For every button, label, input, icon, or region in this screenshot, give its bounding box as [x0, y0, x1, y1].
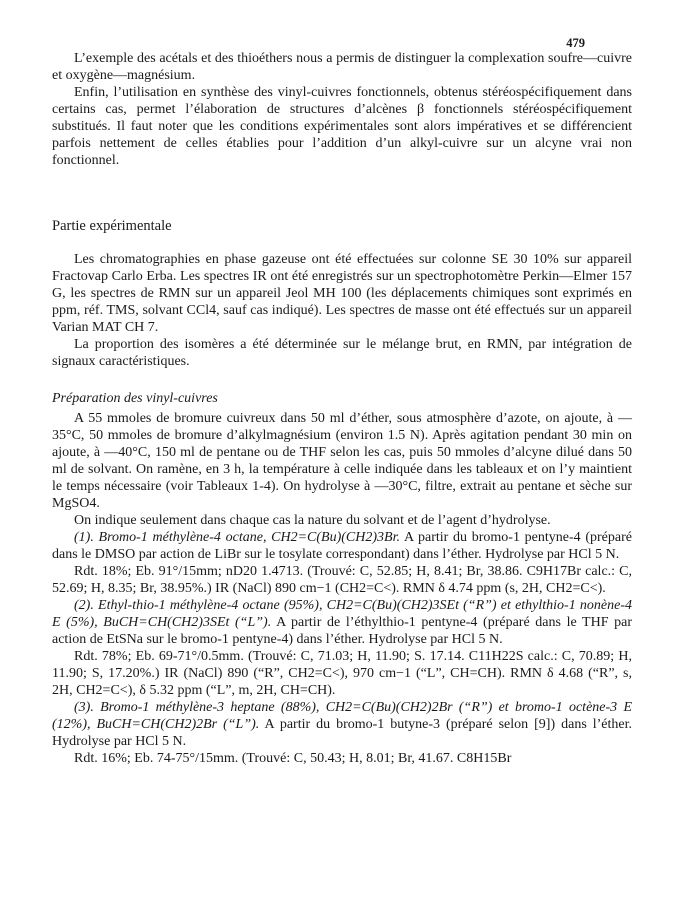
experimental-paragraph-1: Les chromatographies en phase gazeuse ont été effectuées sur colonne SE 30 10% sur appareil Fractovap Carlo Erba. Les spectres IR ont été enregistrés sur un spectrophotomètre Perkin—Elmer 157 G, les spectres de RMN sur un appareil Jeol MH 100 (les déplacements chimiques sont exprimés en ppm, réf. TMS, solvant CCl4, sauf cas indiqué). Les spectres de masse ont été effectués sur un appareil Varian MAT CH 7.	[52, 252, 632, 335]
compound-2-entry	[52, 597, 632, 648]
compound-1-body: A partir du bromo-1 pentyne-4 (préparé dans le DMSO par action de LiBr sur le tosylate correspondant) dans l’éther. Hydrolyse par HCl 5 N.	[52, 530, 632, 562]
experimental-section	[52, 251, 632, 370]
compound-1-title: (1). Bromo-1 méthylène-4 octane, CH2=C(Bu)(CH2)3Br.	[74, 530, 400, 545]
intro-paragraph-2: Enfin, l’utilisation en synthèse des vinyl-cuivres fonctionnels, obtenus stéréospécifiquement dans certains cas, permet l’élaboration de structures d’alcènes β fonctionnels stéréospécifiquement substitués. Il faut noter que les conditions expérimentales sont alors impératives et se différencient parfois nettement de celles établies pour l’addition d’un alkyl-cuivre sur un alcyne vrai non fonctionnel.	[52, 85, 632, 168]
preparation-heading: Préparation des vinyl-cuivres	[52, 391, 218, 406]
compound-2-data: Rdt. 78%; Eb. 69-71°/0.5mm. (Trouvé: C, 71.03; H, 11.90; S. 17.14. C11H22S calc.: C, 70.89; H, 11.90; S, 17.20%.) IR (NaCl) 890 (“R”, CH2=C<), 970 cm−1 (“L”, CH=CH). RMN δ 4.68 (“R”, s, 2H, CH2=C<), δ 5.32 ppm (“L”, m, 2H, CH=CH).	[52, 649, 632, 698]
compound-2-title: (2). Ethyl-thio-1 méthylène-4 octane (95%), CH2=C(Bu)(CH2)3SEt (“R”) et ethylthio-1 nonène-4 E (5%), BuCH=CH(CH2)3SEt (“L”).	[52, 598, 632, 630]
compound-3-data: Rdt. 16%; Eb. 74-75°/15mm. (Trouvé: C, 50.43; H, 8.01; Br, 41.67. C8H15Br	[74, 751, 512, 766]
page-number: 479	[566, 36, 585, 50]
experimental-heading: Partie expérimentale	[52, 218, 172, 234]
compound-1-entry	[52, 529, 632, 563]
compound-3-title: (3). Bromo-1 méthylène-3 heptane (88%), CH2=C(Bu)(CH2)2Br (“R”) et bromo-1 octène-3 E (12%), BuCH=CH(CH2)2Br (“L”).	[52, 700, 632, 732]
preparation-paragraph-2: On indique seulement dans chaque cas la nature du solvant et de l’agent d’hydrolyse.	[74, 513, 551, 528]
compound-1-data: Rdt. 18%; Eb. 91°/15mm; nD20 1.4713. (Trouvé: C, 52.85; H, 8.41; Br, 38.86. C9H17Br calc.: C, 52.69; H, 8.35; Br, 38.95%.) IR (NaCl) 890 cm−1 (CH2=C<). RMN δ 4.74 ppm (s, 2H, CH2=C<).	[52, 564, 632, 596]
compound-2-body: A partir de l’éthylthio-1 pentyne-4 (préparé dans le THF par action de EtSNa sur le bromo-1 pentyne-4) dans l’éther. Hydrolyse par HCl 5 N.	[52, 615, 632, 647]
intro-paragraph-1: L’exemple des acétals et des thioéthers nous a permis de distinguer la complexation soufre—cuivre et oxygène—magnésium.	[52, 51, 632, 83]
compound-3-entry	[52, 699, 632, 750]
intro-section	[52, 50, 632, 169]
experimental-paragraph-2: La proportion des isomères a été déterminée sur le mélange brut, en RMN, par intégration de signaux caractéristiques.	[52, 337, 632, 369]
preparation-paragraph-1: A 55 mmoles de bromure cuivreux dans 50 ml d’éther, sous atmosphère d’azote, on ajoute, à —35°C, 50 mmoles de bromure d’alkylmagnésium (environ 1.5 N). Après agitation pendant 30 min on ajoute, à —40°C, 150 ml de pentane ou de THF selon les cas, puis 50 mmoles d’alcyne dilué dans 50 ml de solvant. On ramène, en 3 h, la température à celle indiquée dans les tableaux et on l’y maintient le temps nécessaire (voir Tableaux 1-4). On hydrolyse à —30°C, filtre, extrait au pentane et sèche sur MgSO4.	[52, 411, 632, 511]
compound-3-body: A partir du bromo-1 butyne-3 (préparé selon [9]) dans l’éther. Hydrolyse par HCl 5 N.	[52, 717, 632, 749]
preparation-section	[52, 410, 632, 767]
